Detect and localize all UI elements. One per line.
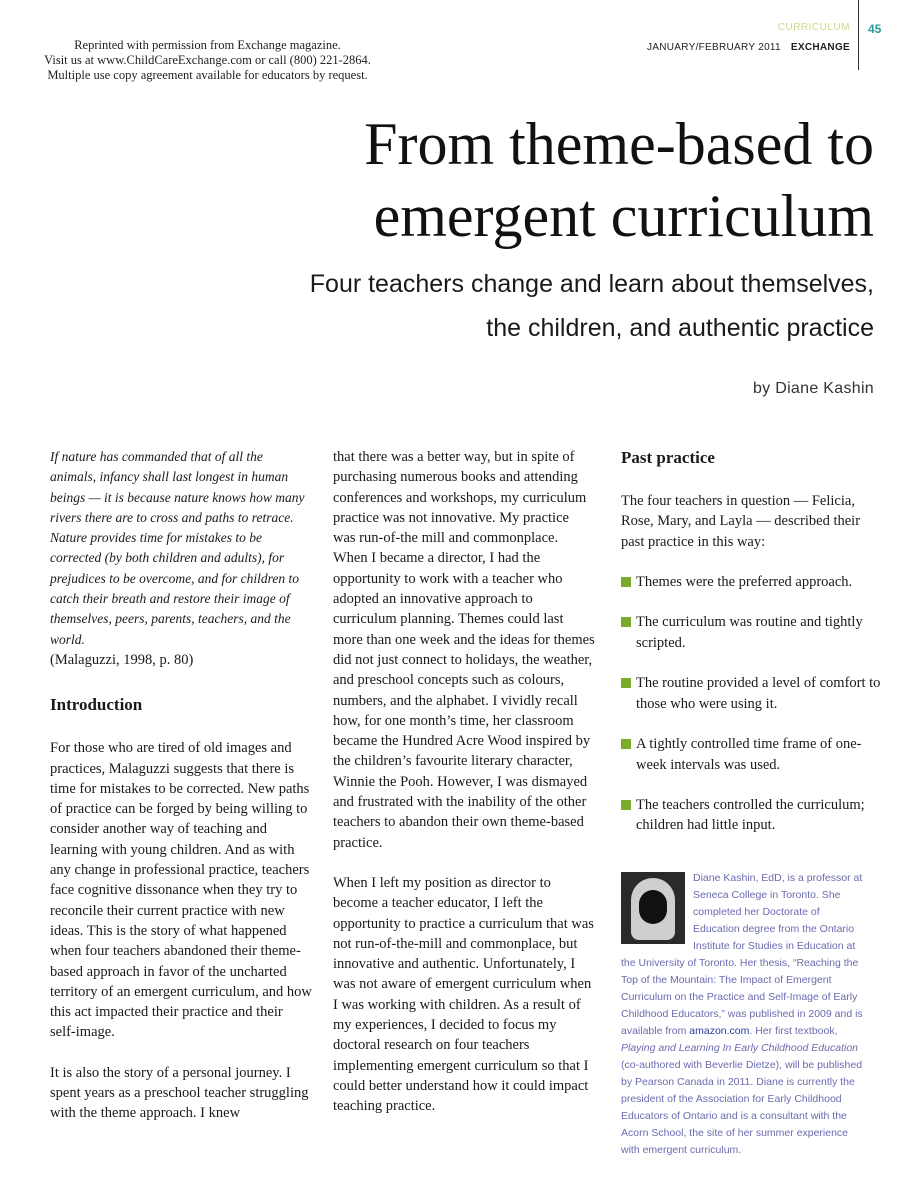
list-item — [621, 612, 885, 653]
list-item — [621, 673, 885, 714]
section-tag: CURRICULUM — [777, 22, 850, 33]
paragraph: When I left my position as director to become a teacher educator, I left the opportunity to practice a curriculum that was not run-of-the-mill and commonplace, but innovative and authentic. Unfortunately, I was not aware of emergent curriculum when I was working with children. As a result of my experiences, I decided to focus my doctoral research on four teachers implementing emergent curriculum so that I could better understand how it could impact teaching practice. — [333, 874, 594, 1115]
section-heading-introduction: Introduction — [50, 695, 143, 715]
byline: by Diane Kashin — [752, 380, 874, 397]
paragraph: It is also the story of a personal journey. I spent years as a preschool teacher struggling with the theme approach. I knew — [50, 1064, 309, 1122]
epigraph-quote: If nature has commanded that of all the animals, infancy shall last longest in human beings — it is because nature knows how many rivers there are to cross and paths to retrace. Nature provides time for mistakes to be corrected (by both children and adults), for prejudices to be overcome, and for children to catch their breath and restore their image of themselves, peers, parents, teachers, and the world. — [50, 449, 305, 647]
page-number: 45 — [868, 22, 882, 36]
title-line: emergent curriculum — [373, 183, 874, 249]
book-title: Playing and Learning In Early Childhood Education — [621, 1042, 858, 1054]
list-item-text: The teachers controlled the curriculum; children had little input. — [636, 797, 865, 834]
practice-list — [621, 572, 885, 836]
list-item-text: The curriculum was routine and tightly scripted. — [636, 614, 863, 651]
list-item-text: Themes were the preferred approach. — [636, 573, 853, 590]
reprint-line: Multiple use copy agreement available for educators by request. — [47, 68, 368, 82]
list-item-text: The routine provided a level of comfort to those who were using it. — [636, 675, 881, 712]
author-photo — [621, 872, 685, 944]
column-right — [621, 447, 885, 856]
square-bullet-icon — [621, 800, 631, 810]
epigraph-citation: (Malaguzzi, 1998, p. 80) — [50, 651, 194, 668]
header-divider — [858, 0, 859, 70]
reprint-line: Reprinted with permission from Exchange magazine. — [74, 38, 341, 52]
issue-date: JANUARY/FEBRUARY 2011 — [646, 42, 781, 53]
subtitle-line: Four teachers change and learn about themselves, — [309, 270, 874, 298]
title-line: From theme-based to — [364, 111, 874, 177]
paragraph: The four teachers in question — Felicia, Rose, Mary, and Layla — described their past practice in this way: — [621, 493, 861, 550]
author-bio — [621, 870, 869, 1159]
paragraph: For those who are tired of old images and practices, Malaguzzi suggests that there is time for mistakes to be corrected. New paths of practice can be forged by being willing to consider another way of teaching and learning with young children. And as with any change in professional practice, teachers face cognitive dissonance when they try to reconcile their current practice with new ideas. This is the story of what happened when four teachers abandoned their theme-based approach in favor of the uncharted territory of an emergent curriculum, and how this act impacted their practice and their self-image. — [50, 740, 312, 1041]
list-item — [621, 795, 885, 836]
bio-text: (co-authored with Beverlie Dietze), will be published by Pearson Canada in 2011. Diane is currently the president of the Association for Early Childhood Educators of Ontario and is a consultant with the Acorn School, the site of her summer experience with emergent curriculum. — [621, 1059, 863, 1156]
reprint-line: Visit us at www.ChildCareExchange.com or call (800) 221-2864. — [44, 53, 371, 67]
square-bullet-icon — [621, 617, 631, 627]
column-middle — [333, 447, 595, 1117]
square-bullet-icon — [621, 577, 631, 587]
amazon-link[interactable]: amazon.com — [689, 1025, 750, 1037]
square-bullet-icon — [621, 678, 631, 688]
reprint-notice — [30, 38, 385, 83]
list-item — [621, 572, 885, 592]
list-item — [621, 734, 885, 775]
article-subtitle — [234, 262, 874, 350]
square-bullet-icon — [621, 739, 631, 749]
column-left — [50, 447, 312, 1124]
bio-text: Diane Kashin, EdD, is a professor at Seneca College in Toronto. She completed her Doctorate of Education degree from the Ontario Institute for Studies in Education at the University of Toronto. Her thesis, “Reaching the Top of the Mountain: The Impact of Emergent Curriculum on the Practice and Self-Image of Early Childhood Educators,” was published in 2009 and is available from — [621, 872, 863, 1037]
bio-text: . Her first textbook, — [749, 1025, 838, 1037]
section-heading-past-practice: Past practice — [621, 448, 715, 467]
subtitle-line: the children, and authentic practice — [486, 314, 874, 342]
issue-line — [647, 42, 850, 53]
running-header — [647, 22, 850, 53]
magazine-name: EXCHANGE — [790, 42, 850, 53]
list-item-text: A tightly controlled time frame of one-week intervals was used. — [636, 736, 862, 773]
paragraph: that there was a better way, but in spite of purchasing numerous books and attending conferences and workshops, my curriculum practice was not innovative. My practice was run-of-the mill and commonplace. When I became a director, I had the opportunity to work with a teacher who adopted an innovative approach to curriculum planning. Themes could last more than one week and the ideas for themes did not just connect to holidays, the weather, and preschool concepts such as colours, numbers, and the alphabet. I vividly recall how, for one month’s time, her classroom became the Hundred Acre Wood inspired by the children’s favourite literary character, Winnie the Pooh. However, I was dismayed and frustrated with the inability of the other teachers to abandon their own theme-based practice. — [333, 449, 595, 851]
article-title — [174, 108, 874, 252]
